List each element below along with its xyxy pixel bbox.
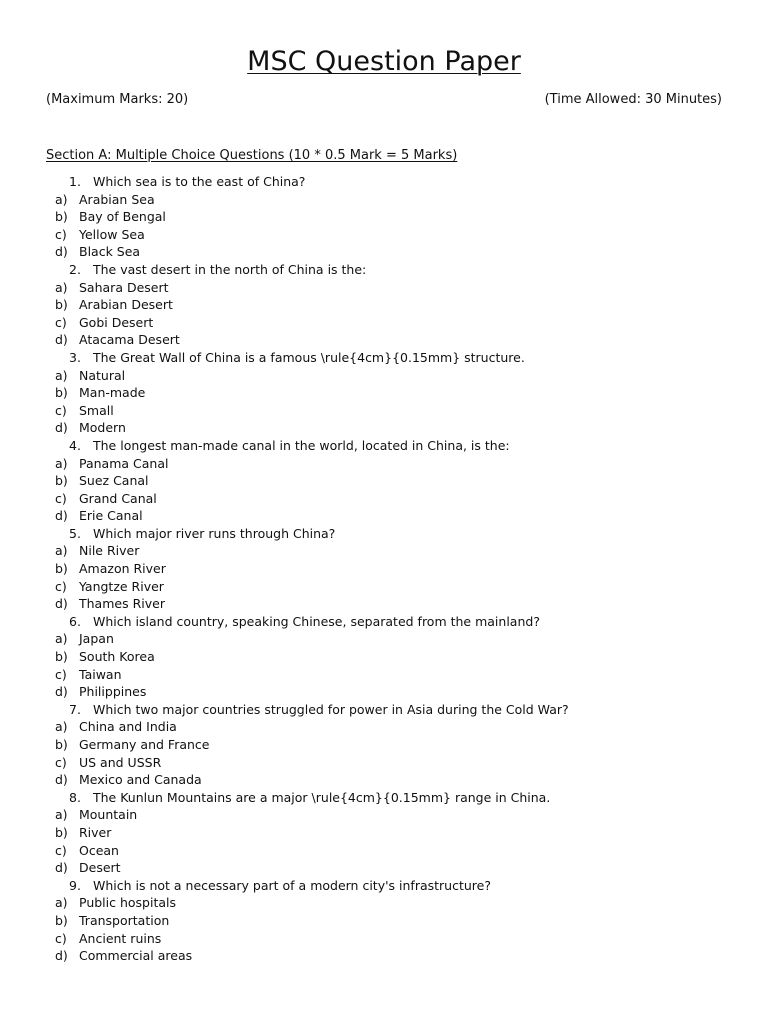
option-2-4 bbox=[0, 331, 768, 349]
question-3 bbox=[0, 349, 768, 367]
question-number: 5. bbox=[69, 525, 81, 541]
option-5-3 bbox=[0, 578, 768, 596]
option-letter: c) bbox=[55, 666, 67, 682]
option-9-1 bbox=[0, 894, 768, 912]
option-6-1 bbox=[0, 630, 768, 648]
option-letter: d) bbox=[55, 508, 68, 524]
option-letter: c) bbox=[55, 930, 67, 946]
option-text: Grand Canal bbox=[79, 490, 157, 506]
question-6 bbox=[0, 613, 768, 631]
option-letter: d) bbox=[55, 244, 68, 260]
option-3-1 bbox=[0, 367, 768, 385]
option-4-4 bbox=[0, 507, 768, 525]
option-text: Black Sea bbox=[79, 244, 141, 260]
question-text: Which sea is to the east of China? bbox=[93, 174, 306, 189]
option-letter: a) bbox=[55, 719, 68, 735]
option-letter: d) bbox=[55, 420, 68, 436]
option-text: Atacama Desert bbox=[79, 332, 180, 348]
maximum-marks: (Maximum Marks: 20) bbox=[46, 92, 189, 107]
option-text: Ancient ruins bbox=[79, 930, 162, 946]
option-letter: d) bbox=[55, 860, 68, 876]
option-text: Bay of Bengal bbox=[79, 209, 166, 225]
option-letter: a) bbox=[55, 807, 68, 823]
question-number: 1. bbox=[69, 174, 81, 189]
option-letter: b) bbox=[55, 473, 68, 489]
option-text: Suez Canal bbox=[79, 473, 149, 489]
option-letter: b) bbox=[55, 737, 68, 752]
option-letter: c) bbox=[55, 842, 67, 858]
option-text: Ocean bbox=[79, 842, 119, 858]
option-text: Mexico and Canada bbox=[79, 772, 202, 788]
question-text: The Kunlun Mountains are a major \rule{4cm}{0.15mm} range in China. bbox=[93, 789, 551, 805]
question-number: 2. bbox=[69, 261, 81, 277]
question-1 bbox=[0, 173, 768, 191]
option-6-2 bbox=[0, 648, 768, 666]
option-7-4 bbox=[0, 771, 768, 789]
option-text: Arabian Desert bbox=[79, 297, 173, 313]
option-letter: c) bbox=[55, 226, 67, 242]
option-text: Yangtze River bbox=[79, 578, 164, 594]
option-text: Yellow Sea bbox=[79, 226, 145, 242]
question-8 bbox=[0, 789, 768, 807]
option-9-4 bbox=[0, 947, 768, 965]
paper-meta-row bbox=[46, 90, 722, 110]
option-1-1 bbox=[0, 191, 768, 209]
option-letter: d) bbox=[55, 772, 68, 788]
option-6-3 bbox=[0, 666, 768, 684]
option-letter: a) bbox=[55, 631, 68, 647]
option-letter: a) bbox=[55, 543, 68, 559]
option-text: Transportation bbox=[79, 912, 170, 928]
option-2-2 bbox=[0, 296, 768, 314]
option-text: Japan bbox=[79, 631, 114, 647]
option-7-2 bbox=[0, 736, 768, 754]
option-letter: a) bbox=[55, 455, 68, 471]
question-9 bbox=[0, 877, 768, 895]
option-letter: c) bbox=[55, 402, 67, 418]
option-text: Public hospitals bbox=[79, 895, 177, 911]
option-letter: c) bbox=[55, 578, 67, 594]
option-text: Erie Canal bbox=[79, 508, 143, 524]
question-text: The longest man-made canal in the world, located in China, is the: bbox=[93, 437, 510, 453]
question-number: 4. bbox=[69, 437, 81, 453]
question-number: 3. bbox=[69, 349, 81, 365]
question-text: Which is not a necessary part of a modern city's infrastructure? bbox=[93, 877, 491, 893]
option-8-4 bbox=[0, 859, 768, 877]
question-4 bbox=[0, 437, 768, 455]
option-text: Commercial areas bbox=[79, 948, 193, 964]
question-2 bbox=[0, 261, 768, 279]
option-text: Sahara Desert bbox=[79, 279, 169, 295]
option-letter: a) bbox=[55, 367, 68, 383]
option-4-2 bbox=[0, 472, 768, 490]
option-text: Man-made bbox=[79, 385, 146, 401]
option-letter: b) bbox=[55, 209, 68, 225]
option-7-1 bbox=[0, 718, 768, 736]
option-8-1 bbox=[0, 806, 768, 824]
option-letter: d) bbox=[55, 684, 68, 700]
time-allowed: (Time Allowed: 30 Minutes) bbox=[544, 92, 722, 107]
option-text: US and USSR bbox=[79, 754, 162, 770]
option-letter: a) bbox=[55, 191, 68, 207]
option-text: Desert bbox=[79, 860, 121, 876]
option-6-4 bbox=[0, 683, 768, 701]
option-letter: b) bbox=[55, 824, 68, 840]
option-1-3 bbox=[0, 226, 768, 244]
option-5-1 bbox=[0, 542, 768, 560]
question-list bbox=[0, 173, 768, 965]
question-number: 7. bbox=[69, 701, 81, 717]
question-text: Which island country, speaking Chinese, separated from the mainland? bbox=[93, 613, 540, 629]
option-text: Mountain bbox=[79, 807, 138, 823]
option-letter: d) bbox=[55, 332, 68, 348]
option-8-2 bbox=[0, 824, 768, 842]
option-text: China and India bbox=[79, 719, 177, 735]
option-1-4 bbox=[0, 243, 768, 261]
option-2-1 bbox=[0, 279, 768, 297]
option-1-2 bbox=[0, 208, 768, 226]
page-title: MSC Question Paper bbox=[247, 46, 521, 77]
section-heading: Section A: Multiple Choice Questions (10 * 0.5 Mark = 5 Marks) bbox=[46, 148, 458, 163]
option-letter: b) bbox=[55, 561, 68, 577]
question-7 bbox=[0, 701, 768, 719]
option-9-2 bbox=[0, 912, 768, 930]
option-letter: a) bbox=[55, 279, 68, 295]
question-text: Which major river runs through China? bbox=[93, 525, 336, 541]
question-5 bbox=[0, 525, 768, 543]
option-letter: c) bbox=[55, 314, 67, 330]
option-text: South Korea bbox=[79, 649, 155, 665]
question-text: The Great Wall of China is a famous \rule{4cm}{0.15mm} structure. bbox=[93, 349, 525, 365]
question-number: 9. bbox=[69, 877, 81, 893]
option-5-2 bbox=[0, 560, 768, 578]
question-text: The vast desert in the north of China is the: bbox=[93, 261, 367, 277]
option-text: Taiwan bbox=[79, 666, 122, 682]
option-3-2 bbox=[0, 384, 768, 402]
option-text: Arabian Sea bbox=[79, 191, 155, 207]
option-4-3 bbox=[0, 490, 768, 508]
question-number: 8. bbox=[69, 789, 81, 805]
option-text: Germany and France bbox=[79, 737, 210, 752]
option-text: Amazon River bbox=[79, 561, 166, 577]
option-letter: b) bbox=[55, 385, 68, 401]
option-letter: b) bbox=[55, 912, 68, 928]
option-letter: d) bbox=[55, 596, 68, 612]
option-text: Modern bbox=[79, 420, 126, 436]
question-text: Which two major countries struggled for power in Asia during the Cold War? bbox=[93, 701, 569, 717]
option-text: River bbox=[79, 824, 112, 840]
option-text: Thames River bbox=[79, 596, 165, 612]
option-letter: c) bbox=[55, 490, 67, 506]
question-number: 6. bbox=[69, 613, 81, 629]
option-2-3 bbox=[0, 314, 768, 332]
option-letter: b) bbox=[55, 649, 68, 665]
option-8-3 bbox=[0, 842, 768, 860]
option-3-4 bbox=[0, 419, 768, 437]
option-4-1 bbox=[0, 455, 768, 473]
option-text: Natural bbox=[79, 367, 126, 383]
option-letter: c) bbox=[55, 754, 67, 770]
option-text: Small bbox=[79, 402, 114, 418]
option-letter: b) bbox=[55, 297, 68, 313]
option-5-4 bbox=[0, 595, 768, 613]
option-3-3 bbox=[0, 402, 768, 420]
option-letter: a) bbox=[55, 895, 68, 911]
option-text: Panama Canal bbox=[79, 455, 169, 471]
option-text: Philippines bbox=[79, 684, 147, 700]
option-text: Nile River bbox=[79, 543, 140, 559]
option-9-3 bbox=[0, 930, 768, 948]
option-7-3 bbox=[0, 754, 768, 772]
option-text: Gobi Desert bbox=[79, 314, 154, 330]
option-letter: d) bbox=[55, 948, 68, 964]
